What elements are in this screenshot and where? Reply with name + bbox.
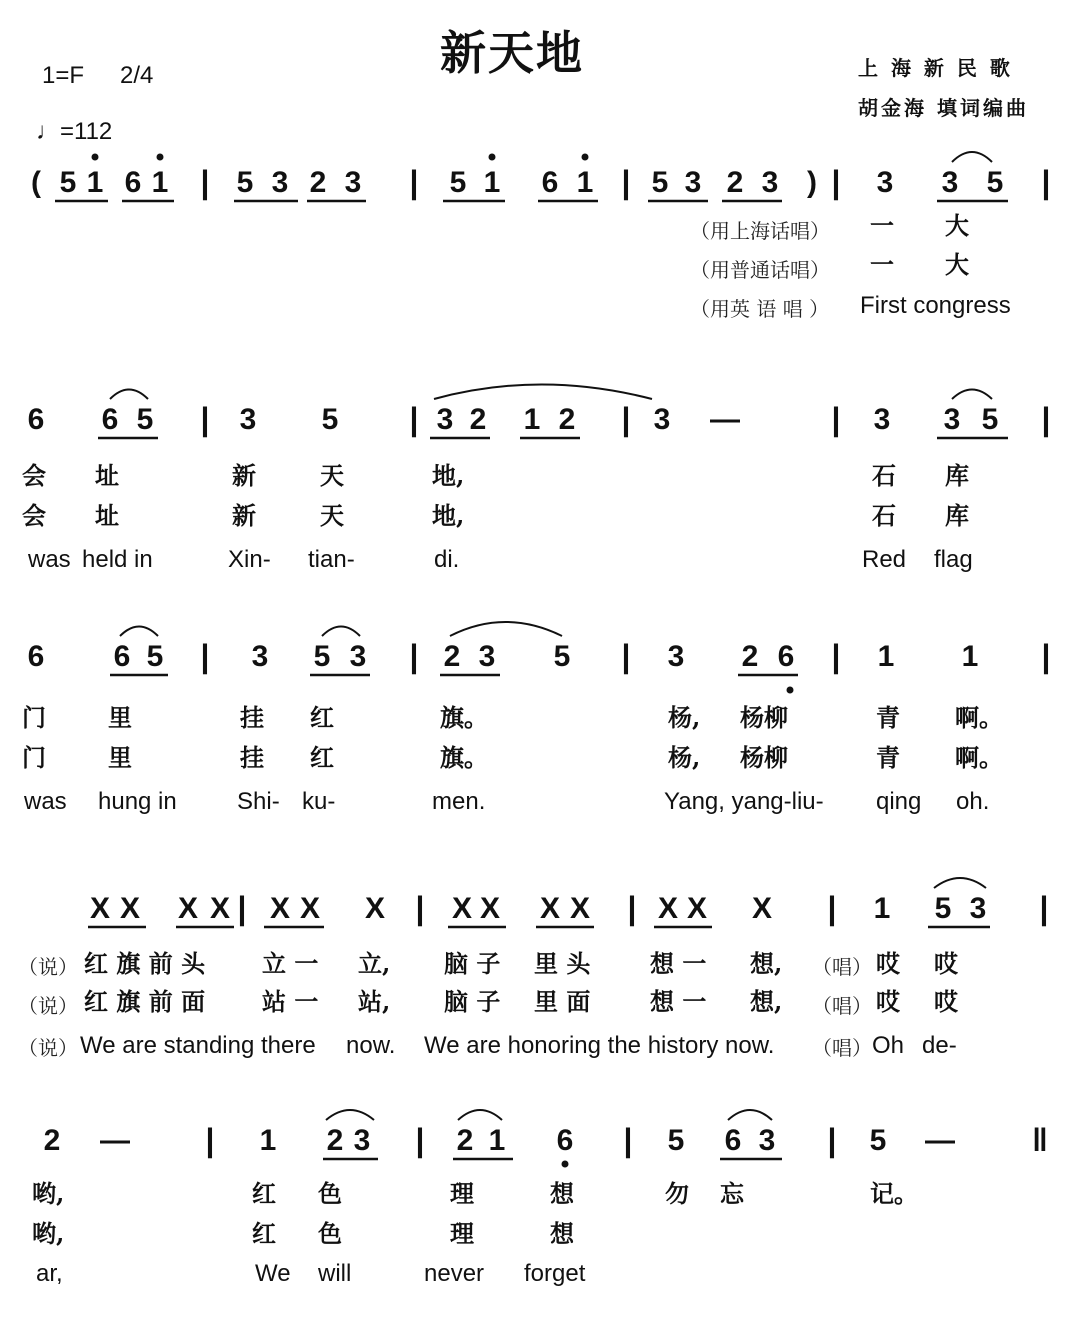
note: 1 xyxy=(259,1124,277,1157)
note: X xyxy=(751,892,773,925)
note: 5 xyxy=(321,403,339,436)
lyric-english: was xyxy=(28,546,71,573)
lyric-mandarin: 哎 xyxy=(934,987,958,1016)
barline: | xyxy=(200,401,210,437)
song-author: 胡金海 填词编曲 xyxy=(858,96,1029,120)
lyric-shanghainese: 立 一 xyxy=(262,949,319,978)
lyric-english: forget xyxy=(524,1260,586,1287)
note: X xyxy=(479,892,501,925)
lyric-mandarin: 红 旗 前 面 xyxy=(84,987,206,1016)
lyric-shanghainese: 哎 xyxy=(876,949,900,978)
note: 1 xyxy=(483,166,501,199)
note: 5 xyxy=(667,1124,685,1157)
slur-arc xyxy=(952,390,992,400)
lyric-shanghainese: 天 xyxy=(320,461,344,490)
lyric-shanghainese: 地, xyxy=(432,461,465,490)
barline: | xyxy=(831,164,841,200)
note: 2 xyxy=(43,1124,61,1157)
note: 3 xyxy=(353,1124,371,1157)
note: ( xyxy=(31,166,41,199)
note: — xyxy=(925,1124,955,1157)
note: 6 xyxy=(27,403,45,436)
lyric-mandarin: 站, xyxy=(358,987,391,1016)
lyric-shanghainese: 想, xyxy=(750,949,783,978)
note: X xyxy=(177,892,199,925)
lyric-shanghainese: 红 xyxy=(252,1179,276,1208)
sung-label: （唱） xyxy=(812,994,872,1018)
spoken-label: （说） xyxy=(18,955,78,979)
lyric-shanghainese: 想 一 xyxy=(650,949,707,978)
tempo-marking: ♩=112 xyxy=(36,118,113,145)
note: X xyxy=(539,892,561,925)
lyric-shanghainese: 忘 xyxy=(720,1179,744,1208)
note: 2 xyxy=(726,166,744,199)
lyric-english: never xyxy=(424,1260,485,1287)
barline: | xyxy=(621,164,631,200)
barline: | xyxy=(831,401,841,437)
lyric-english: di. xyxy=(434,546,460,573)
barline: | xyxy=(205,1122,215,1158)
lyric-english: We xyxy=(255,1260,291,1287)
lyric-english: Oh xyxy=(872,1032,905,1059)
barline: | xyxy=(827,1122,837,1158)
note: 5 xyxy=(236,166,254,199)
note: 3 xyxy=(761,166,779,199)
note: 6 xyxy=(541,166,559,199)
lyric-mandarin: 想, xyxy=(750,987,783,1016)
lyric-shanghainese: 色 xyxy=(318,1179,342,1208)
slur-arc xyxy=(728,1110,772,1120)
lyric-mandarin: 站 一 xyxy=(262,987,319,1016)
lyric-shanghainese: 想 xyxy=(550,1179,574,1208)
slur-arc xyxy=(450,622,562,636)
barline: | xyxy=(827,890,837,926)
note: ) xyxy=(807,166,817,199)
note: 2 xyxy=(741,640,759,673)
lyric-shanghainese: 挂 xyxy=(240,703,264,732)
lyric-english: tian- xyxy=(308,546,355,573)
note: 3 xyxy=(344,166,362,199)
lyric-mandarin: 哎 xyxy=(876,987,900,1016)
lyric-shanghainese: 勿 xyxy=(665,1179,689,1208)
note: 6 xyxy=(556,1124,574,1157)
lyric-mandarin: 哟, xyxy=(32,1219,65,1248)
sung-label: （唱） xyxy=(812,955,872,979)
barline: | xyxy=(1039,890,1049,926)
lyric-mandarin: 库 xyxy=(945,501,969,530)
barline: | xyxy=(627,890,637,926)
lyric-shanghainese: 大 xyxy=(945,211,969,240)
note: 2 xyxy=(326,1124,344,1157)
note: 5 xyxy=(313,640,331,673)
note: 5 xyxy=(869,1124,887,1157)
note: X xyxy=(686,892,708,925)
lyric-mandarin: 挂 xyxy=(240,743,264,772)
note: 5 xyxy=(981,403,999,436)
barline: | xyxy=(415,1122,425,1158)
lyric-shanghainese: 旗。 xyxy=(440,703,488,732)
lyric-english: ku- xyxy=(302,788,336,815)
lyric-mandarin: 青 xyxy=(876,743,900,772)
note: X xyxy=(89,892,111,925)
lyric-mandarin: 杨, xyxy=(668,743,701,772)
lyric-mandarin: 石 xyxy=(872,501,896,530)
key-signature: 1=F xyxy=(42,62,85,89)
note: 3 xyxy=(349,640,367,673)
english-label: （用英 语 唱 ） xyxy=(690,297,830,321)
note: 3 xyxy=(873,403,891,436)
note: 3 xyxy=(667,640,685,673)
lyric-mandarin: 会 xyxy=(22,501,46,530)
barline: | xyxy=(237,890,247,926)
lyric-english: now. xyxy=(346,1032,396,1059)
barline: | xyxy=(621,638,631,674)
lyric-english: oh. xyxy=(956,788,990,815)
lyric-shanghainese: 新 xyxy=(232,461,256,490)
note: 5 xyxy=(449,166,467,199)
lyric-mandarin: 里 面 xyxy=(534,987,591,1016)
note: 3 xyxy=(251,640,269,673)
note: — xyxy=(100,1124,130,1157)
note: 3 xyxy=(684,166,702,199)
note: 3 xyxy=(653,403,671,436)
note: 1 xyxy=(961,640,979,673)
note: 6 xyxy=(113,640,131,673)
note: 1 xyxy=(488,1124,506,1157)
lyric-shanghainese: 哟, xyxy=(32,1179,65,1208)
note: 5 xyxy=(986,166,1004,199)
lyric-shanghainese: 杨, xyxy=(668,703,701,732)
lyric-mandarin: 一 xyxy=(870,250,894,279)
barline: | xyxy=(1041,401,1051,437)
lyric-english: We are honoring the history now. xyxy=(424,1032,775,1059)
lyric-shanghainese: 红 旗 前 头 xyxy=(84,949,206,978)
lyric-shanghainese: 立, xyxy=(358,949,391,978)
lyric-english: men. xyxy=(432,788,486,815)
barline: | xyxy=(1041,164,1051,200)
lyric-shanghainese: 杨柳 xyxy=(740,703,788,732)
note: 1 xyxy=(877,640,895,673)
slur-arc xyxy=(110,390,148,400)
barline: | xyxy=(200,164,210,200)
barline: | xyxy=(415,890,425,926)
lyric-english: hung in xyxy=(98,788,177,815)
barline: | xyxy=(831,638,841,674)
note: X xyxy=(364,892,386,925)
slur-arc xyxy=(934,878,986,888)
lyric-shanghainese: 青 xyxy=(876,703,900,732)
lyric-english: Xin- xyxy=(228,546,271,573)
octave-dot xyxy=(489,154,496,161)
lyric-mandarin: 想 xyxy=(550,1219,574,1248)
lyric-shanghainese: 门 xyxy=(22,703,46,732)
note: 3 xyxy=(239,403,257,436)
lyric-mandarin: 里 xyxy=(108,743,132,772)
note: 6 xyxy=(724,1124,742,1157)
lyric-mandarin: 旗。 xyxy=(440,743,488,772)
note: X xyxy=(119,892,141,925)
octave-dot xyxy=(92,154,99,161)
lyric-shanghainese: 理 xyxy=(450,1179,474,1208)
lyric-mandarin: 啊。 xyxy=(955,743,1003,772)
note: X xyxy=(451,892,473,925)
lyric-mandarin: 新 xyxy=(232,501,256,530)
lyric-mandarin: 天 xyxy=(320,501,344,530)
song-title: 新天地 xyxy=(440,26,584,80)
lyric-english: qing xyxy=(876,788,922,815)
lyric-shanghainese: 脑 子 xyxy=(444,949,501,978)
lyric-mandarin: 想 一 xyxy=(650,987,707,1016)
note: 5 xyxy=(934,892,952,925)
lyric-mandarin: 址 xyxy=(95,501,119,530)
octave-dot xyxy=(582,154,589,161)
note: 5 xyxy=(553,640,571,673)
octave-dot xyxy=(787,687,794,694)
note: 5 xyxy=(146,640,164,673)
lyric-shanghainese: 址 xyxy=(95,461,119,490)
slur-arc xyxy=(434,385,652,400)
sung-label: （唱） xyxy=(812,1036,872,1060)
note: 1 xyxy=(576,166,594,199)
lyric-mandarin: 红 xyxy=(252,1219,276,1248)
note: 1 xyxy=(151,166,169,199)
song-origin: 上 海 新 民 歌 xyxy=(858,56,1013,80)
lyric-shanghainese: 哎 xyxy=(934,949,958,978)
note: 1 xyxy=(873,892,891,925)
note: 3 xyxy=(876,166,894,199)
lyric-english: will xyxy=(318,1260,352,1287)
barline: | xyxy=(409,164,419,200)
spoken-label: （说） xyxy=(18,1036,78,1060)
slur-arc xyxy=(322,627,360,637)
note: 6 xyxy=(777,640,795,673)
note: 2 xyxy=(456,1124,474,1157)
note: 2 xyxy=(443,640,461,673)
lyric-mandarin: 脑 子 xyxy=(444,987,501,1016)
lyric-shanghainese: 红 xyxy=(310,703,334,732)
lyric-english: was xyxy=(24,788,67,815)
lyric-mandarin: 地, xyxy=(432,501,465,530)
octave-dot xyxy=(157,154,164,161)
barline: | xyxy=(200,638,210,674)
lyric-english: Shi- xyxy=(237,788,280,815)
note: 3 xyxy=(941,166,959,199)
barline: ‖ xyxy=(1032,1122,1048,1158)
note: 5 xyxy=(136,403,154,436)
lyric-mandarin: 色 xyxy=(318,1219,342,1248)
note: 2 xyxy=(309,166,327,199)
lyric-english: Red xyxy=(862,546,907,573)
lyric-shanghainese: 会 xyxy=(22,461,46,490)
slur-arc xyxy=(120,627,158,637)
note: 5 xyxy=(59,166,77,199)
barline: | xyxy=(623,1122,633,1158)
note: 3 xyxy=(436,403,454,436)
barline: | xyxy=(1041,638,1051,674)
mandarin-label: （用普通话唱） xyxy=(690,258,830,282)
note: 6 xyxy=(124,166,142,199)
note: 1 xyxy=(86,166,104,199)
lyric-english: ar, xyxy=(36,1260,63,1287)
barline: | xyxy=(409,638,419,674)
lyric-english: Yang, yang-liu- xyxy=(664,788,824,815)
lyric-mandarin: 门 xyxy=(22,743,46,772)
note: 3 xyxy=(758,1124,776,1157)
lyric-shanghainese: 里 头 xyxy=(534,949,591,978)
slur-arc xyxy=(326,1110,374,1120)
lyric-mandarin: 杨柳 xyxy=(740,743,788,772)
slur-arc xyxy=(458,1110,502,1120)
lyric-shanghainese: 一 xyxy=(870,211,894,240)
lyric-english: de- xyxy=(922,1032,957,1059)
note: 2 xyxy=(469,403,487,436)
spoken-label: （说） xyxy=(18,994,78,1018)
lyric-shanghainese: 啊。 xyxy=(955,703,1003,732)
shanghainese-label: （用上海话唱） xyxy=(690,219,830,243)
lyric-shanghainese: 库 xyxy=(945,461,969,490)
note: 3 xyxy=(478,640,496,673)
note: 6 xyxy=(101,403,119,436)
note: 3 xyxy=(271,166,289,199)
note: X xyxy=(269,892,291,925)
note: 3 xyxy=(943,403,961,436)
note: 6 xyxy=(27,640,45,673)
note: X xyxy=(569,892,591,925)
note: 5 xyxy=(651,166,669,199)
time-signature: 2/4 xyxy=(120,62,154,89)
note: 1 xyxy=(523,403,541,436)
barline: | xyxy=(409,401,419,437)
note: 3 xyxy=(969,892,987,925)
octave-dot xyxy=(562,1161,569,1168)
lyric-shanghainese: 记。 xyxy=(870,1179,918,1208)
lyric-english: held in xyxy=(82,546,153,573)
note: 2 xyxy=(558,403,576,436)
lyric-english: flag xyxy=(934,546,973,573)
note: X xyxy=(209,892,231,925)
note: X xyxy=(657,892,679,925)
lyric-mandarin: 大 xyxy=(945,250,969,279)
lyric-mandarin: 理 xyxy=(450,1219,474,1248)
lyric-mandarin: 红 xyxy=(310,743,334,772)
lyric-english: We are standing there xyxy=(80,1032,316,1059)
lyric-shanghainese: 里 xyxy=(108,703,132,732)
lyric-english: First congress xyxy=(860,292,1011,319)
slur-arc xyxy=(952,152,992,162)
barline: | xyxy=(621,401,631,437)
note: X xyxy=(299,892,321,925)
lyric-shanghainese: 石 xyxy=(872,461,896,490)
note: — xyxy=(710,403,740,436)
